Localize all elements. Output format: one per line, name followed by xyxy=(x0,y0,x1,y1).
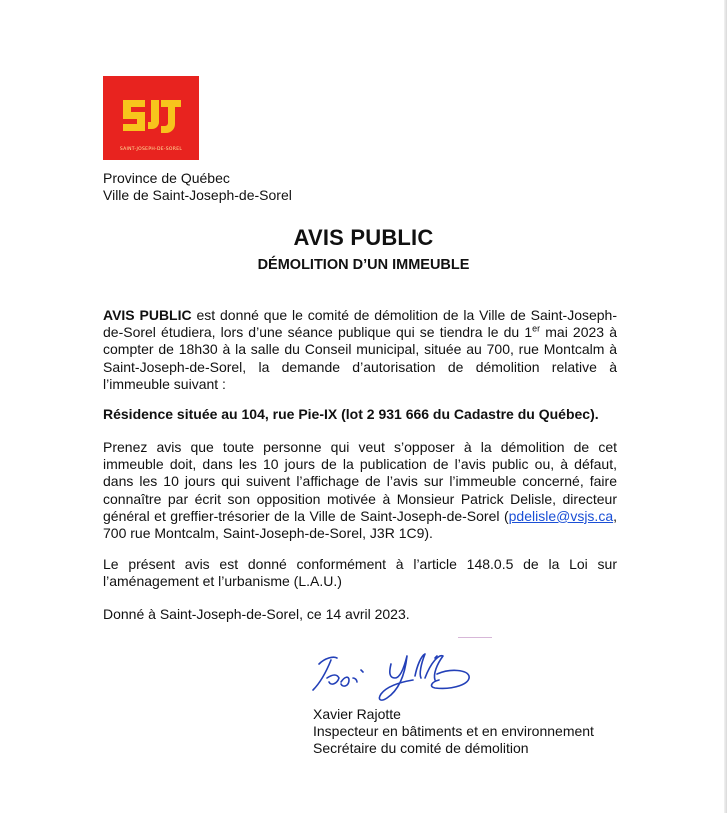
notice-text-a: est donné que le comité de démolition de la Ville de Saint-Joseph-de-Sorel étudiera, lors d’une séance publique qui se tiendra le du 1 xyxy=(103,307,617,341)
page-title: AVIS PUBLIC xyxy=(293,225,434,250)
email-link[interactable]: pdelisle@vsjs.ca xyxy=(508,507,614,524)
property-paragraph xyxy=(103,406,617,423)
city-line: Ville de Saint-Joseph-de-Sorel xyxy=(103,187,292,203)
signatory-role-2: Secrétaire du comité de démolition xyxy=(313,740,529,756)
signatory-block xyxy=(313,706,594,757)
opposition-text-a: Prenez avis que toute personne qui veut s’opposer à la démolition de cet immeuble doit, dans les 10 jours de la publication de l’avis public ou, à défaut, dans les 10 jours qui suivent l’affichage de l’avis sur l’immeuble concerné, faire connaître par écrit son opposition motivée à Monsieur Patrick Delisle, directeur général et greffier-trésorier de la Ville de Saint-Joseph-de-Sorel ( xyxy=(103,439,617,524)
province-line: Province de Québec xyxy=(103,170,230,186)
city-logo xyxy=(103,76,199,160)
logo-caption: SAINT-JOSEPH-DE-SOREL xyxy=(119,147,183,152)
notice-lead: AVIS PUBLIC xyxy=(103,307,192,323)
property-text: Résidence située au 104, rue Pie-IX (lot 2 931 666 du Cadastre du Québec). xyxy=(103,406,599,422)
date-paragraph: Donné à Saint-Joseph-de-Sorel, ce 14 avril 2023. xyxy=(103,606,410,622)
signatory-role-1: Inspecteur en bâtiments et en environnement xyxy=(313,723,594,739)
notice-superscript: er xyxy=(532,323,541,334)
page-subtitle: DÉMOLITION D’UN IMMEUBLE xyxy=(257,257,470,273)
opposition-text-b: , 700 rue Montcalm, Saint-Joseph-de-Sorel, J3R 1C9). xyxy=(103,507,617,542)
signatory-name: Xavier Rajotte xyxy=(313,706,401,722)
notice-text-b: mai 2023 à compter de 18h30 à la salle du Conseil municipal, située au 700, rue Montcalm à Saint-Joseph-de-Sorel, la demande d’autorisation de démolition relative à l’immeuble suivant : xyxy=(103,324,617,392)
opposition-paragraph xyxy=(103,439,617,542)
legal-paragraph: Le présent avis est donné conformément à l’article 148.0.5 de la Loi sur l’aménagement et l’urbanisme (L.A.U.) xyxy=(103,556,617,590)
handwritten-signature-icon xyxy=(305,642,485,712)
notice-paragraph xyxy=(103,307,617,393)
address-block xyxy=(103,170,292,204)
signature-mark-line xyxy=(458,637,492,638)
